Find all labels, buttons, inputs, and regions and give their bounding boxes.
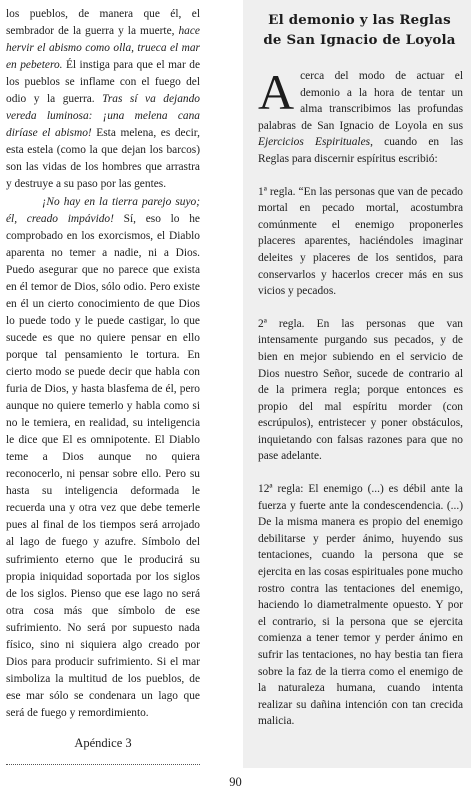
rule-1: 1ª regla. “En las personas que van de pecado mortal en pecado mortal, acostumbra comúnmente el enemigo proponerles placeres aparentes, haciéndoles imaginar deleites y placeres de los sentidos, para conservarlos y hacerlos crecer más en sus vicios y pecados. (258, 185, 463, 298)
sidebar-body (258, 64, 463, 746)
rule-12: 12ª regla: El enemigo (...) es débil ante la fuerza y fuerte ante la condescendencia. (...) De la misma manera es propio del enemigo debilitarse y perder ánimo, huyendo sus tentaciones, cuando la persona que se ejercita en las cosas espirituales pone mucho rostro contra las tentaciones del enemigo, haciendo lo diametralmente opuesto. Y por el contrario, si la persona que se ejercita comienza a tener temor y perder ánimo en sufrir las tentaciones, no hay bestia tan fiera sobre la faz de la tierra como el enemigo de la naturaleza humana, cuando intenta realizar su dañina intención con tan crecida malicia. (258, 483, 463, 728)
text-run: Sí, eso lo he comprobado en los exorcismos, el Diablo aparenta no temer a nadie, ni a Dios. Puedo asegurar que no parece que exista en él temor de Dios, sólo odio. Pero existe en él un cierto conocimiento de que Dios lo puede todo y le puede castigar, lo que sucede es que no quiere pensar en ello porque tal pensamiento le tortura. En cierto modo se puede decir que habla con furia de Dios, y hasta blasfema de él, pero aunque no quiere temerlo y habla como si no le temiera, en realidad, su inteligencia le dice que El es omnipotente. El Diablo teme a Dios aunque no quiera reconocerlo, ni pensar sobre ello. Pero su hasta su inteligencia deformada le recuerda una y otra vez que debe temerle pues al final de los tiempos será arrojado al lago de fuego y azufre. Símbolo del sufrimiento eterno que le producirá su propia iniquidad soportada por los siglos de los siglos. Pienso que ese lago no será otra cosa más que símbolo de ese sufrimiento. No será por supuesto nada físico, sino ni siquiera algo creado por Dios para producir sufrimiento. Si el mar simboliza la multitud de los pueblos, de ese mar sólo se condenara un lago que será de fuego y remordimiento. (6, 212, 200, 719)
sidebar-panel (243, 0, 471, 768)
page-number: 90 (229, 775, 242, 789)
italic-quote: Tras sí va dejando vereda luminosa: ¡una melena cana diríase el abismo! (6, 93, 201, 140)
text-run: Esta melena, es decir, esta estela (como la que dejan los barcos) son las vidas de los hombres que arrastra y destruye a su paso por las gentes. (6, 127, 200, 191)
paragraph (6, 194, 200, 722)
text-run: los pueblos, de manera que él, el sembrador de la guerra y la muerte, (6, 8, 200, 38)
dotted-divider (6, 764, 200, 765)
italic-quote: hace hervir el abismo como olla, trueca el mar en pebetero. (6, 25, 200, 72)
paragraph (6, 6, 200, 194)
sidebar-title: El demonio y las Reglas de San Ignacio de Loyola (263, 12, 456, 48)
appendix-heading: Apéndice 3 (74, 735, 132, 750)
main-text-column (6, 6, 200, 765)
text-run: , cuando en las Reglas para discernir espíritus escribió: (258, 136, 463, 165)
rule-2: 2ª regla. En las personas que van intensamente purgando sus pecados, y de bien en mejor subiendo en el servicio de Dios nuestro Señor, sucede de contrario al de la primera regla; porque entonces es propio del mal espíritu morder (con escrúpulos), entristecer y poner obstáculos, inquietando con falsas razones para que no pase adelante. (258, 317, 463, 463)
text-run: Él instiga para que el mar de los pueblos se inflame con el fuego del odio y la guerra. (6, 59, 201, 106)
italic-quote: ¡No hay en la tierra parejo suyo; él, creado impávido! (6, 195, 200, 225)
book-title: Ejercicios Espirituales (258, 136, 371, 149)
drop-cap: A (258, 64, 295, 120)
text-run: cerca del modo de actuar el demonio a la hora de tentar un alma transcribimos las profundas palabras de San Ignacio de Loyola en sus (258, 70, 463, 132)
sidebar-intro (258, 64, 463, 168)
